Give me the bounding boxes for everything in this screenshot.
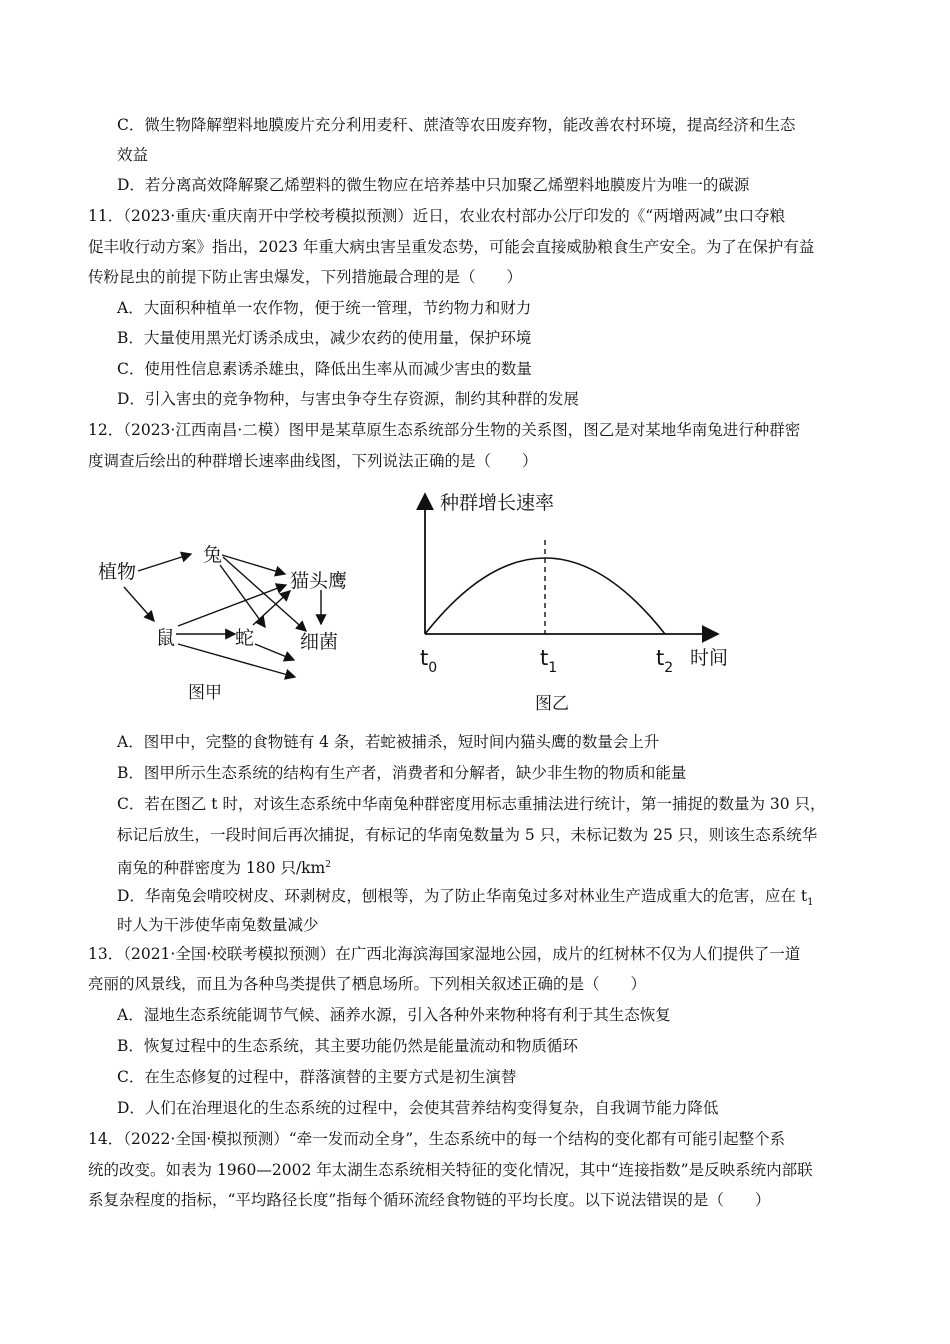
q12-stem-line1: 12．（2023·江西南昌·二模）图甲是某草原生态系统部分生物的关系图，图乙是对某地华南兔进行种群密 bbox=[88, 421, 801, 439]
q11-stem-line2: 促丰收行动方案》指出，2023 年重大病虫害呈重发态势，可能会直接威胁粮食生产安全。为了在保护有益 bbox=[88, 238, 815, 256]
figure-b-caption: 图乙 bbox=[535, 694, 569, 714]
q14-stem-line2: 统的改变。如表为 1960—2002 年太湖生态系统相关特征的变化情况，其中“连接指数”是反映系统内部联 bbox=[88, 1161, 813, 1179]
x-axis-label: 时间 bbox=[690, 647, 729, 669]
q14-stem-line3: 系复杂程度的指标，“平均路径长度”指每个循环流经食物链的平均长度。以下说法错误的是（ ） bbox=[88, 1191, 771, 1209]
node-mouse: 鼠 bbox=[156, 627, 176, 649]
growth-rate-chart bbox=[400, 484, 740, 716]
q13-option-c: C．在生态修复的过程中，群落演替的主要方式是初生演替 bbox=[117, 1068, 517, 1086]
q12-option-d: D．华南兔会啃咬树皮、环剥树皮，刨根等，为了防止华南兔过多对林业生产造成重大的危害，应在 $t_1$ bbox=[117, 887, 814, 909]
q11-option-d: D．引入害虫的竞争物种，与害虫争夺生存资源，制约其种群的发展 bbox=[117, 390, 579, 408]
tick-t0: $t_0$ bbox=[420, 646, 438, 676]
tick-t2: $t_2$ bbox=[656, 646, 674, 676]
q13-option-d: D．人们在治理退化的生态系统的过程中，会使其营养结构变得复杂，自我调节能力降低 bbox=[117, 1099, 719, 1117]
q13-option-b: B．恢复过程中的生态系统，其主要功能仍然是能量流动和物质循环 bbox=[117, 1037, 578, 1055]
q13-stem-line1: 13．（2021·全国·校联考模拟预测）在广西北海滨海国家湿地公园，成片的红树林不仅为人们提供了一道 bbox=[88, 945, 801, 963]
q11-stem-line1: 11．（2023·重庆·重庆南开中学校考模拟预测）近日，农业农村部办公厅印发的《“两增两减”虫口夺粮 bbox=[88, 207, 786, 225]
q14-stem-line1: 14．（2022·全国·模拟预测）“牵一发而动全身”，生态系统中的每一个结构的变化都有可能引起整个系 bbox=[88, 1130, 786, 1148]
q12-option-c-cont2: 南兔的种群密度为 180 只$/km^2$ bbox=[117, 859, 331, 878]
q10-option-c: C．微生物降解塑料地膜废片充分利用麦秆、蔗渣等农田废弃物，能改善农村环境，提高经济和生态 bbox=[117, 116, 796, 134]
q13-stem-line2: 亮丽的风景线，而且为各种鸟类提供了栖息场所。下列相关叙述正确的是（ ） bbox=[88, 975, 647, 993]
q13-option-a: A．湿地生态系统能调节气候、涵养水源，引入各种外来物种将有利于其生态恢复 bbox=[117, 1006, 671, 1024]
y-axis-label: 种群增长速率 bbox=[440, 492, 555, 514]
q12-option-a: A．图甲中，完整的食物链有 4 条，若蛇被捕杀，短时间内猫头鹰的数量会上升 bbox=[117, 733, 660, 751]
node-bacteria: 细菌 bbox=[300, 631, 339, 653]
q12-option-d-cont: 时人为干涉使华南兔数量减少 bbox=[117, 916, 319, 934]
q11-stem-line3: 传粉昆虫的前提下防止害虫爆发，下列措施最合理的是（ ） bbox=[88, 268, 523, 286]
q10-option-d: D．若分离高效降解聚乙烯塑料的微生物应在培养基中只加聚乙烯塑料地膜废片为唯一的碳源 bbox=[117, 176, 750, 194]
q12-stem-line2: 度调查后绘出的种群增长速率曲线图，下列说法正确的是（ ） bbox=[88, 452, 538, 470]
q12-option-c-cont1: 标记后放生，一段时间后再次捕捉，有标记的华南兔数量为 5 只，未标记数为 25 只，则该生态系统华 bbox=[117, 826, 818, 844]
food-web-figure bbox=[90, 530, 360, 710]
q12-option-b: B．图甲所示生态系统的结构有生产者，消费者和分解者，缺少非生物的物质和能量 bbox=[117, 764, 687, 782]
arrow-plant-mouse bbox=[124, 587, 154, 621]
q10-option-c-cont: 效益 bbox=[117, 146, 149, 164]
q11-option-c: C．使用性信息素诱杀雄虫，降低出生率从而减少害虫的数量 bbox=[117, 360, 532, 378]
node-plant: 植物 bbox=[98, 561, 137, 583]
node-snake: 蛇 bbox=[235, 627, 255, 649]
arrow-mouse-owl bbox=[178, 585, 286, 626]
arrow-plant-rabbit bbox=[138, 554, 191, 571]
tick-t1: $t_1$ bbox=[540, 646, 558, 676]
figure-a-caption: 图甲 bbox=[188, 683, 222, 703]
node-rabbit: 兔 bbox=[203, 544, 223, 566]
arrow-snake-bacteria bbox=[255, 644, 294, 660]
node-owl: 猫头鹰 bbox=[290, 570, 348, 592]
q11-option-a: A．大面积种植单一农作物，便于统一管理，节约物力和财力 bbox=[117, 299, 532, 317]
q11-option-b: B．大量使用黑光灯诱杀成虫，减少农药的使用量，保护环境 bbox=[117, 329, 532, 347]
q12-option-c: C．若在图乙 t 时，对该生态系统中华南兔种群密度用标志重捕法进行统计，第一捕捉的数量为 30 只， bbox=[117, 795, 826, 813]
